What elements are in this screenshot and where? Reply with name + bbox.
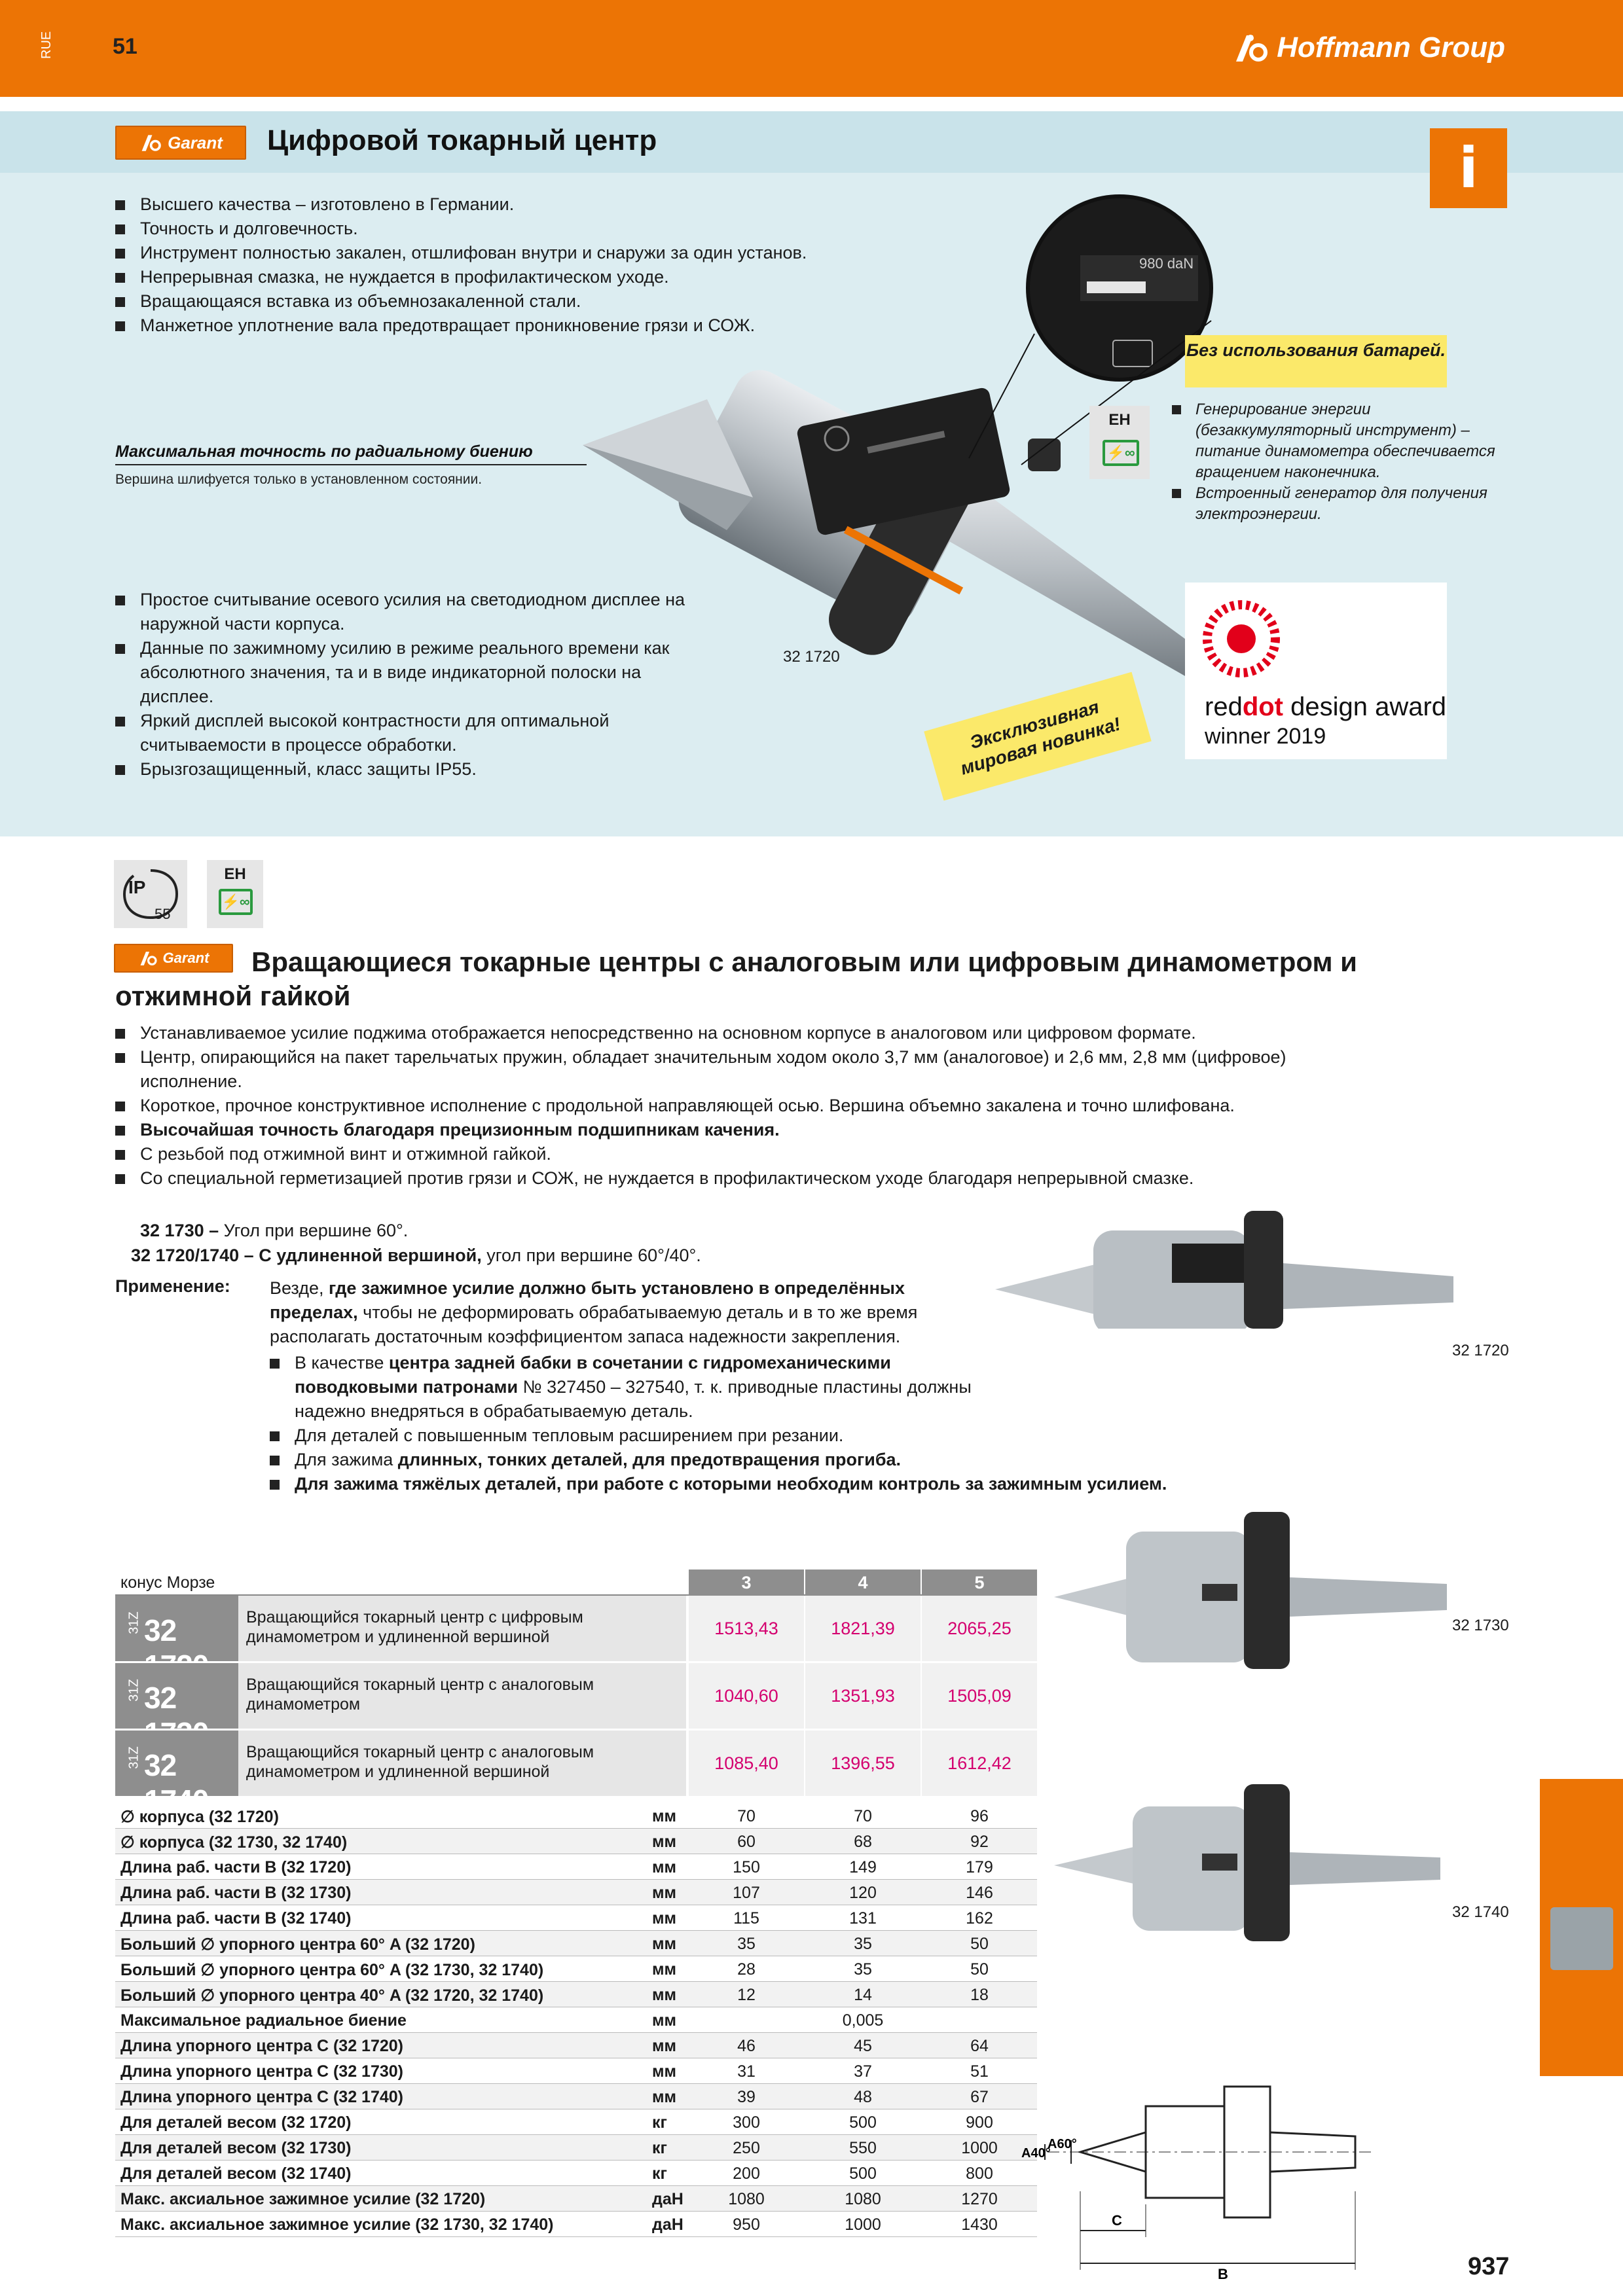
spec-name: Для деталей весом (32 1720) — [120, 2113, 352, 2132]
spec-value: 39 — [737, 2088, 756, 2106]
energy-bullet-list — [1172, 399, 1512, 525]
spec-value: 1000 — [961, 2139, 998, 2157]
energy-harvest-icon: ⚡∞ — [1103, 440, 1139, 466]
spec-value: 900 — [966, 2113, 993, 2132]
spec-value: 68 — [854, 1833, 872, 1851]
text-run: чтобы не деформировать обрабатываемую деталь и в то же время располагать достаточным коэффициентом запаса надежности закрепления. — [270, 1302, 918, 1346]
award-word-dot: dot — [1242, 692, 1283, 721]
language-code: RUE — [39, 31, 54, 59]
energy-harvest-icon: ⚡∞ — [219, 889, 253, 915]
spec-name: Больший ∅ упорного центра 60° A (32 1730, 32 1740) — [120, 1961, 544, 1979]
text-run: Везде, — [270, 1278, 329, 1298]
variant-code: 32 1720/1740 – — [131, 1246, 254, 1265]
product-photo-321720 — [995, 1204, 1558, 1329]
photo-label: 32 1730 — [1452, 1617, 1509, 1634]
spec-value: 179 — [966, 1858, 993, 1876]
features-bullet-list — [115, 1021, 1372, 1191]
price-cell: 1351,93 — [805, 1663, 921, 1729]
spec-value: 50 — [970, 1935, 989, 1953]
garant-logo-icon — [139, 134, 162, 152]
chapter-side-tab[interactable] — [1540, 1779, 1623, 2076]
spec-unit: даН — [652, 2190, 684, 2208]
award-year: winner 2019 — [1205, 724, 1326, 749]
award-title — [1205, 692, 1446, 722]
product-code-cell — [115, 1731, 238, 1818]
spec-row — [115, 2212, 1037, 2237]
product-code[interactable]: 32 — [144, 1681, 177, 1715]
spec-row — [115, 2186, 1037, 2212]
product-code[interactable]: 32 1740 — [144, 1748, 209, 1818]
product-code-label: 32 1720 — [783, 648, 840, 666]
spec-value: 115 — [733, 1909, 759, 1928]
spec-unit: кг — [652, 2164, 667, 2183]
spec-value: 48 — [854, 2088, 872, 2106]
garant-badge-label: Garant — [162, 950, 210, 966]
spec-value: 1080 — [728, 2190, 765, 2208]
accuracy-callout — [115, 442, 587, 488]
eh-badge — [1089, 406, 1150, 479]
spec-value: 46 — [737, 2037, 756, 2055]
price-cell: 1612,42 — [922, 1731, 1037, 1796]
spec-unit: мм — [652, 1858, 676, 1876]
price-cell: 2065,25 — [922, 1596, 1037, 1661]
variant-1720 — [131, 1244, 701, 1268]
spec-value: 60 — [737, 1833, 756, 1851]
spec-name: Длина раб. части B (32 1740) — [120, 1909, 352, 1928]
price-cell: 1040,60 — [689, 1663, 804, 1729]
variant-1730 — [140, 1219, 408, 1243]
column-header: 4 — [805, 1570, 921, 1596]
list-item: Данные по зажимному усилию в режиме реального времени как абсолютного значения, та и в виде индикаторной полоски на дисплее. — [115, 636, 691, 709]
section-title: Вращающиеся токарные центры с аналоговым или цифровым динамометром и отжимной гайкой — [115, 946, 1358, 1011]
application-text — [270, 1276, 977, 1349]
spec-value: 14 — [854, 1986, 872, 2004]
spec-row — [115, 1880, 1037, 1905]
award-word-rest: design award — [1283, 692, 1447, 721]
price-cell: 1085,40 — [689, 1731, 804, 1796]
spec-row — [115, 1854, 1037, 1880]
spec-row — [115, 2084, 1037, 2109]
spec-unit: мм — [652, 2011, 676, 2030]
spec-name: Максимальное радиальное биение — [120, 2011, 407, 2030]
ip-label: IP — [128, 877, 146, 897]
spec-value: 50 — [970, 1960, 989, 1979]
spec-value: 131 — [849, 1909, 877, 1928]
exclusive-novelty-tag: Эксклюзивная мировая новинка! — [924, 672, 1152, 801]
text-run: № 327450 – 327540, т. к. приводные пластины должны надежно внедряться в обрабатываемую деталь. — [295, 1377, 972, 1421]
spec-row — [115, 1829, 1037, 1854]
column-header: 5 — [922, 1570, 1037, 1596]
spec-value: 146 — [966, 1884, 993, 1902]
spec-value: 0,005 — [842, 2011, 884, 2030]
spec-row — [115, 1931, 1037, 1956]
reddot-logo-icon — [1202, 600, 1281, 678]
page-title: Цифровой токарный центр — [267, 124, 657, 156]
list-item: Непрерывная смазка, не нуждается в профилактическом уходе. — [115, 265, 901, 289]
table-header — [115, 1570, 1037, 1596]
price-cell: 1821,39 — [805, 1596, 921, 1661]
text-run-bold: длинных, тонких деталей, для предотвращения прогиба. — [397, 1450, 902, 1469]
info-icon: i — [1430, 128, 1507, 208]
spec-unit: мм — [652, 2088, 676, 2106]
reddot-award — [1185, 583, 1447, 759]
product-description: Вращающийся токарный центр с цифровым динамометром и удлиненной вершиной — [238, 1596, 686, 1661]
spec-value: 45 — [854, 2037, 872, 2055]
spec-value: 250 — [733, 2139, 760, 2157]
spec-value: 107 — [733, 1884, 760, 1902]
page-number: 937 — [1468, 2253, 1510, 2280]
spec-value: 37 — [854, 2062, 872, 2081]
spec-name: Больший ∅ упорного центра 40° A (32 1720, 32 1740) — [120, 1986, 544, 2005]
spec-name: Длина раб. части B (32 1720) — [120, 1858, 352, 1876]
spec-value: 1000 — [845, 2215, 881, 2234]
product-photo-321730 — [1054, 1505, 1447, 1676]
spec-value: 950 — [733, 2215, 760, 2234]
eh-badge — [207, 860, 263, 928]
spec-name: Макс. аксиальное зажимное усилие (32 1720) — [120, 2190, 486, 2208]
page-reference: 51 — [113, 34, 137, 59]
zone-code: 31Z — [126, 1679, 141, 1702]
variant-code: 32 1730 – — [140, 1221, 219, 1240]
spec-unit: кг — [652, 2113, 667, 2132]
list-item: Устанавливаемое усилие поджима отображается непосредственно на основном корпусе в аналоговом или цифровом формате. — [115, 1021, 1372, 1045]
spec-unit: мм — [652, 1960, 676, 1979]
list-item: Вращающаяся вставка из объемнозакаленной стали. — [115, 289, 901, 314]
price-cell: 1396,55 — [805, 1731, 921, 1796]
list-item: Точность и долговечность. — [115, 217, 901, 241]
spec-value: 1080 — [845, 2190, 881, 2208]
list-item: Простое считывание осевого усилия на светодиодном дисплее на наружной части корпуса. — [115, 588, 691, 636]
spec-value: 31 — [737, 2062, 756, 2081]
spec-value: 12 — [737, 1986, 756, 2004]
spec-unit: мм — [652, 1986, 676, 2004]
dimension-drawing — [1021, 2060, 1388, 2283]
spec-value: 18 — [970, 1986, 989, 2004]
accuracy-heading: Максимальная точность по радиальному биению — [115, 442, 587, 465]
spec-unit: мм — [652, 1909, 676, 1928]
price-cell: 1513,43 — [689, 1596, 804, 1661]
list-item: Центр, опирающийся на пакет тарельчатых пружин, обладает значительным ходом около 3,7 мм (аналоговое) и 2,6 мм, 2,8 мм (цифровое) исполнение. — [115, 1045, 1372, 1094]
display-reading: 980 daN — [1139, 255, 1194, 272]
spec-value: 162 — [966, 1909, 993, 1928]
eh-label: EH — [1108, 411, 1131, 429]
spec-name: ∅ корпуса (32 1720) — [120, 1808, 279, 1826]
spec-value: 800 — [966, 2164, 993, 2183]
spec-value: 70 — [854, 1807, 872, 1825]
dim-b: B — [1218, 2266, 1228, 2282]
spec-name: Макс. аксиальное зажимное усилие (32 1730, 32 1740) — [120, 2215, 554, 2234]
spec-value: 500 — [849, 2164, 877, 2183]
spec-value: 200 — [733, 2164, 760, 2183]
list-item — [270, 1472, 1291, 1496]
variant-bold-text: С удлиненной вершиной, — [259, 1246, 482, 1265]
list-item: Короткое, прочное конструктивное исполнение с продольной направляющей осью. Вершина объемно закалена и точно шлифована. — [115, 1094, 1372, 1118]
header-bar — [0, 0, 1623, 97]
spec-value: 550 — [849, 2139, 877, 2157]
spec-row — [115, 2007, 1037, 2033]
product-description: Вращающийся токарный центр с аналоговым динамометром и удлиненной вершиной — [238, 1731, 686, 1796]
spec-value: 70 — [737, 1807, 756, 1825]
spec-name: Длина раб. части B (32 1730) — [120, 1884, 352, 1902]
hoffmann-logo-icon — [1233, 33, 1267, 63]
spec-value: 35 — [854, 1935, 872, 1953]
spec-value: 120 — [849, 1884, 877, 1902]
text-run-bold: где зажимное усилие должно быть установлено в определённых пределах, — [270, 1278, 905, 1322]
list-item: Брызгозащищенный, класс защиты IP55. — [115, 757, 691, 781]
brand-name: Hoffmann Group — [1277, 31, 1505, 63]
product-row — [115, 1663, 1037, 1729]
list-item: Высочайшая точность благодаря прецизионным подшипникам качения. — [115, 1118, 1372, 1142]
spec-row — [115, 2161, 1037, 2186]
spec-unit: мм — [652, 1884, 676, 1902]
text-run-bold: центра задней бабки в сочетании с гидромеханическими поводковыми патронами — [295, 1353, 891, 1397]
spec-row — [115, 1982, 1037, 2007]
list-item: Яркий дисплей высокой контрастности для оптимальной считываемости в процессе обработки. — [115, 709, 691, 757]
spec-unit: мм — [652, 2037, 676, 2055]
zone-code: 31Z — [126, 1746, 141, 1769]
list-item: Генерирование энергии (безаккумуляторный инструмент) – питание динамометра обеспечивается вращением наконечника. — [1172, 399, 1512, 483]
spec-unit: кг — [652, 2139, 667, 2157]
spec-name: Длина упорного центра C (32 1720) — [120, 2037, 403, 2055]
spec-value: 300 — [733, 2113, 760, 2132]
list-item: Для деталей с повышенным тепловым расширением при резании. — [270, 1424, 1291, 1448]
digital-center-illustration — [563, 190, 1257, 779]
spec-value: 51 — [970, 2062, 989, 2081]
spec-row — [115, 1956, 1037, 1982]
spec-unit: мм — [652, 2062, 676, 2081]
list-item — [270, 1351, 977, 1424]
spec-unit: мм — [652, 1833, 676, 1851]
spec-unit: даН — [652, 2215, 684, 2234]
spec-name: Для деталей весом (32 1730) — [120, 2139, 352, 2157]
spec-value: 92 — [970, 1833, 989, 1851]
spec-row — [115, 2033, 1037, 2058]
column-header: 3 — [689, 1570, 804, 1596]
application-bullet-list — [270, 1351, 1291, 1496]
spec-value: 1270 — [961, 2190, 998, 2208]
list-item: С резьбой под отжимной винт и отжимной гайкой. — [115, 1142, 1372, 1166]
dim-a40: A40° — [1021, 2146, 1051, 2161]
spec-value: 500 — [849, 2113, 877, 2132]
text-run: В качестве — [295, 1353, 389, 1372]
spec-value: 35 — [737, 1935, 756, 1953]
product-photo-321740 — [1054, 1780, 1447, 1950]
ip-value: 55 — [155, 906, 171, 922]
list-item: Инструмент полностью закален, отшлифован внутри и снаружи за один установ. — [115, 241, 901, 265]
list-item: Встроенный генератор для получения электроэнергии. — [1172, 483, 1512, 525]
spec-name: ∅ корпуса (32 1730, 32 1740) — [120, 1833, 348, 1852]
garant-badge — [114, 944, 233, 973]
hoffmann-logo — [1233, 31, 1505, 64]
garant-logo-icon — [138, 950, 158, 966]
award-word-red: red — [1205, 692, 1243, 721]
variant-text: угол при вершине 60°/40°. — [481, 1246, 701, 1265]
dim-c: C — [1112, 2212, 1122, 2229]
text-run-bold: Для зажима тяжёлых деталей, при работе с которыми необходим контроль за зажимным усилием. — [295, 1474, 1167, 1494]
tool-holder-icon — [1550, 1907, 1613, 1970]
spec-row — [115, 1905, 1037, 1931]
variant-text: Угол при вершине 60°. — [223, 1221, 409, 1240]
no-battery-note: Без использования батарей. — [1185, 335, 1447, 387]
spec-name: Длина упорного центра C (32 1730) — [120, 2062, 403, 2081]
garant-badge-label: Garant — [168, 132, 223, 152]
spec-name: Больший ∅ упорного центра 60° A (32 1720) — [120, 1935, 475, 1954]
product-code[interactable]: 32 — [144, 1613, 177, 1647]
spec-unit: мм — [652, 1807, 676, 1825]
eh-label: EH — [224, 865, 246, 883]
spec-unit: мм — [652, 1935, 676, 1953]
product-code-cell — [115, 1663, 238, 1729]
list-item: Высшего качества – изготовлено в Германии. — [115, 192, 901, 217]
product-row — [115, 1596, 1037, 1661]
list-item — [270, 1448, 1291, 1472]
photo-label: 32 1720 — [1452, 1342, 1509, 1359]
product-code-cell — [115, 1596, 238, 1661]
spec-row — [115, 2058, 1037, 2084]
spec-value: 67 — [970, 2088, 989, 2106]
photo-label: 32 1740 — [1452, 1903, 1509, 1921]
spec-name: Для деталей весом (32 1740) — [120, 2164, 352, 2183]
garant-badge — [115, 126, 246, 160]
text-run: Для зажима — [295, 1450, 398, 1469]
product-description: Вращающийся токарный центр с аналоговым динамометром — [238, 1663, 686, 1729]
spec-value: 28 — [737, 1960, 756, 1979]
spec-row — [115, 2135, 1037, 2161]
price-cell: 1505,09 — [922, 1663, 1037, 1729]
morse-taper-label: конус Морзе — [120, 1573, 215, 1592]
spec-row — [115, 1803, 1037, 1829]
accuracy-text: Вершина шлифуется только в установленном состоянии. — [115, 472, 483, 487]
ip55-badge — [114, 860, 187, 928]
list-item: Со специальной герметизацией против грязи и СОЖ, не нуждается в профилактическом уходе благодаря непрерывной смазке. — [115, 1166, 1372, 1191]
spec-name: Длина упорного центра C (32 1740) — [120, 2088, 403, 2106]
spec-value: 96 — [970, 1807, 989, 1825]
spec-value: 149 — [849, 1858, 877, 1876]
dim-a60: A60° — [1048, 2137, 1077, 2151]
spec-row — [115, 2109, 1037, 2135]
spec-value: 150 — [733, 1858, 760, 1876]
product-table — [115, 1570, 1037, 2237]
spec-value: 1430 — [961, 2215, 998, 2234]
spec-value: 64 — [970, 2037, 989, 2055]
spec-value: 35 — [854, 1960, 872, 1979]
zone-code: 31Z — [126, 1611, 141, 1634]
application-label: Применение: — [115, 1276, 230, 1296]
list-item: Манжетное уплотнение вала предотвращает проникновение грязи и СОЖ. — [115, 314, 901, 338]
